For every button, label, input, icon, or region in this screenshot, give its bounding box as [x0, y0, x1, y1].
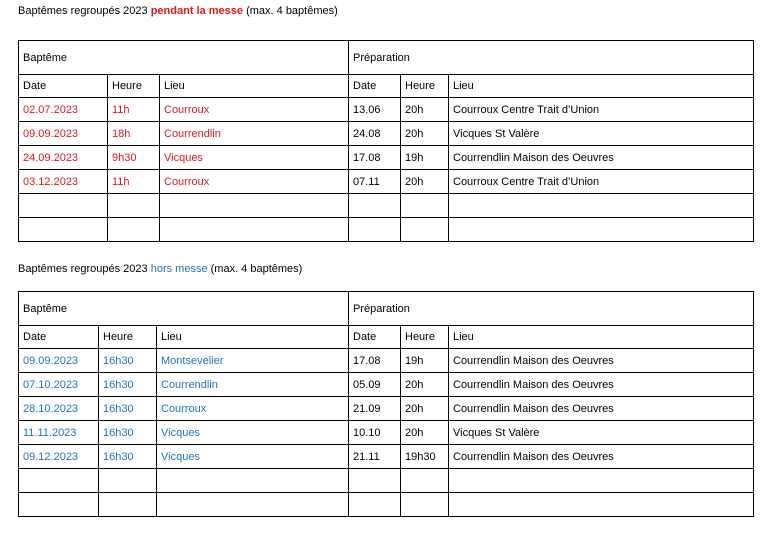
date-cell: 09.09.2023	[19, 122, 108, 146]
section2-header-preparation: Préparation	[349, 292, 754, 326]
section1-header-preparation: Préparation	[349, 41, 754, 75]
col-header-heure: Heure	[99, 326, 157, 349]
table-row	[19, 218, 754, 242]
lieu-cell: Vicques	[157, 421, 349, 445]
prep-date-cell: 13.06	[349, 98, 401, 122]
heure-cell	[108, 194, 160, 218]
heure-cell	[99, 469, 157, 493]
col-header-prep-date: Date	[349, 75, 401, 98]
section1-heading	[18, 5, 338, 17]
table-row	[19, 170, 754, 194]
heure-cell: 16h30	[99, 349, 157, 373]
prep-heure-cell	[401, 218, 449, 242]
prep-heure-cell: 20h	[401, 170, 449, 194]
prep-date-cell	[349, 469, 401, 493]
heure-cell: 16h30	[99, 445, 157, 469]
date-cell	[19, 493, 99, 517]
prep-lieu-cell: Courrendlin Maison des Oeuvres	[449, 349, 754, 373]
lieu-cell	[160, 194, 349, 218]
prep-heure-cell	[401, 194, 449, 218]
prep-date-cell: 17.08	[349, 349, 401, 373]
section2-heading	[18, 263, 302, 275]
table-row	[19, 146, 754, 170]
table-row	[19, 349, 754, 373]
section1-heading-highlight: pendant la messe	[150, 5, 244, 17]
prep-lieu-cell: Vicques St Valère	[449, 421, 754, 445]
table-row	[19, 194, 754, 218]
prep-date-cell	[349, 218, 401, 242]
heure-cell: 16h30	[99, 397, 157, 421]
date-cell: 24.09.2023	[19, 146, 108, 170]
date-cell	[19, 194, 108, 218]
col-header-lieu: Lieu	[157, 326, 349, 349]
prep-lieu-cell	[449, 469, 754, 493]
prep-heure-cell: 19h	[401, 146, 449, 170]
col-header-prep-heure: Heure	[401, 326, 449, 349]
heure-cell: 16h30	[99, 373, 157, 397]
date-cell: 28.10.2023	[19, 397, 99, 421]
section2-heading-highlight: hors messe	[150, 263, 208, 275]
prep-date-cell: 17.08	[349, 146, 401, 170]
col-header-prep-lieu: Lieu	[449, 326, 754, 349]
lieu-cell: Vicques	[157, 445, 349, 469]
col-header-prep-heure: Heure	[401, 75, 449, 98]
heure-cell	[99, 493, 157, 517]
table-row	[19, 397, 754, 421]
heure-cell: 11h	[108, 170, 160, 194]
table-row	[19, 469, 754, 493]
date-cell: 11.11.2023	[19, 421, 99, 445]
col-header-prep-date: Date	[349, 326, 401, 349]
prep-date-cell: 05.09	[349, 373, 401, 397]
lieu-cell	[157, 493, 349, 517]
lieu-cell	[157, 469, 349, 493]
lieu-cell	[160, 218, 349, 242]
section1-header-bapteme: Baptême	[19, 41, 349, 75]
col-header-lieu: Lieu	[160, 75, 349, 98]
prep-heure-cell: 20h	[401, 98, 449, 122]
prep-heure-cell	[401, 493, 449, 517]
table-row	[19, 98, 754, 122]
lieu-cell: Courroux	[157, 397, 349, 421]
date-cell: 09.12.2023	[19, 445, 99, 469]
prep-heure-cell: 20h	[401, 122, 449, 146]
prep-lieu-cell	[449, 493, 754, 517]
section1-heading-prefix: Baptêmes regroupés 2023	[18, 5, 151, 17]
lieu-cell: Courroux	[160, 170, 349, 194]
col-header-date: Date	[19, 326, 99, 349]
heure-cell	[108, 218, 160, 242]
heure-cell: 16h30	[99, 421, 157, 445]
date-cell	[19, 218, 108, 242]
table-row	[19, 122, 754, 146]
lieu-cell: Courrendlin	[160, 122, 349, 146]
prep-date-cell	[349, 493, 401, 517]
heure-cell: 11h	[108, 98, 160, 122]
date-cell: 07.10.2023	[19, 373, 99, 397]
section1-heading-suffix: (max. 4 baptêmes)	[243, 5, 338, 17]
prep-date-cell: 21.09	[349, 397, 401, 421]
table-row	[19, 373, 754, 397]
prep-date-cell	[349, 194, 401, 218]
table-row	[19, 493, 754, 517]
date-cell	[19, 469, 99, 493]
section1-table	[18, 40, 754, 242]
prep-heure-cell: 20h	[401, 373, 449, 397]
date-cell: 09.09.2023	[19, 349, 99, 373]
col-header-date: Date	[19, 75, 108, 98]
prep-lieu-cell: Courrendlin Maison des Oeuvres	[449, 445, 754, 469]
table-row	[19, 445, 754, 469]
lieu-cell: Vicques	[160, 146, 349, 170]
heure-cell: 9h30	[108, 146, 160, 170]
section2-header-bapteme: Baptême	[19, 292, 349, 326]
prep-date-cell: 21.11	[349, 445, 401, 469]
prep-date-cell: 24.08	[349, 122, 401, 146]
prep-lieu-cell: Vicques St Valère	[449, 122, 754, 146]
section2-table	[18, 291, 754, 517]
date-cell: 02.07.2023	[19, 98, 108, 122]
prep-lieu-cell: Courrendlin Maison des Oeuvres	[449, 146, 754, 170]
prep-lieu-cell	[449, 218, 754, 242]
prep-date-cell: 07.11	[349, 170, 401, 194]
lieu-cell: Courrendlin	[157, 373, 349, 397]
date-cell: 03.12.2023	[19, 170, 108, 194]
lieu-cell: Montsevelier	[157, 349, 349, 373]
prep-heure-cell	[401, 469, 449, 493]
prep-heure-cell: 19h	[401, 349, 449, 373]
prep-heure-cell: 20h	[401, 397, 449, 421]
prep-date-cell: 10.10	[349, 421, 401, 445]
prep-lieu-cell: Courrendlin Maison des Oeuvres	[449, 397, 754, 421]
section2-heading-prefix: Baptêmes regroupés 2023	[18, 263, 151, 275]
prep-lieu-cell: Courroux Centre Trait d’Union	[449, 170, 754, 194]
prep-lieu-cell: Courrendlin Maison des Oeuvres	[449, 373, 754, 397]
col-header-prep-lieu: Lieu	[449, 75, 754, 98]
section2-heading-suffix: (max. 4 baptêmes)	[207, 263, 303, 275]
prep-lieu-cell	[449, 194, 754, 218]
heure-cell: 18h	[108, 122, 160, 146]
table-row	[19, 421, 754, 445]
prep-lieu-cell: Courroux Centre Trait d’Union	[449, 98, 754, 122]
lieu-cell: Courroux	[160, 98, 349, 122]
prep-heure-cell: 20h	[401, 421, 449, 445]
prep-heure-cell: 19h30	[401, 445, 449, 469]
col-header-heure: Heure	[108, 75, 160, 98]
